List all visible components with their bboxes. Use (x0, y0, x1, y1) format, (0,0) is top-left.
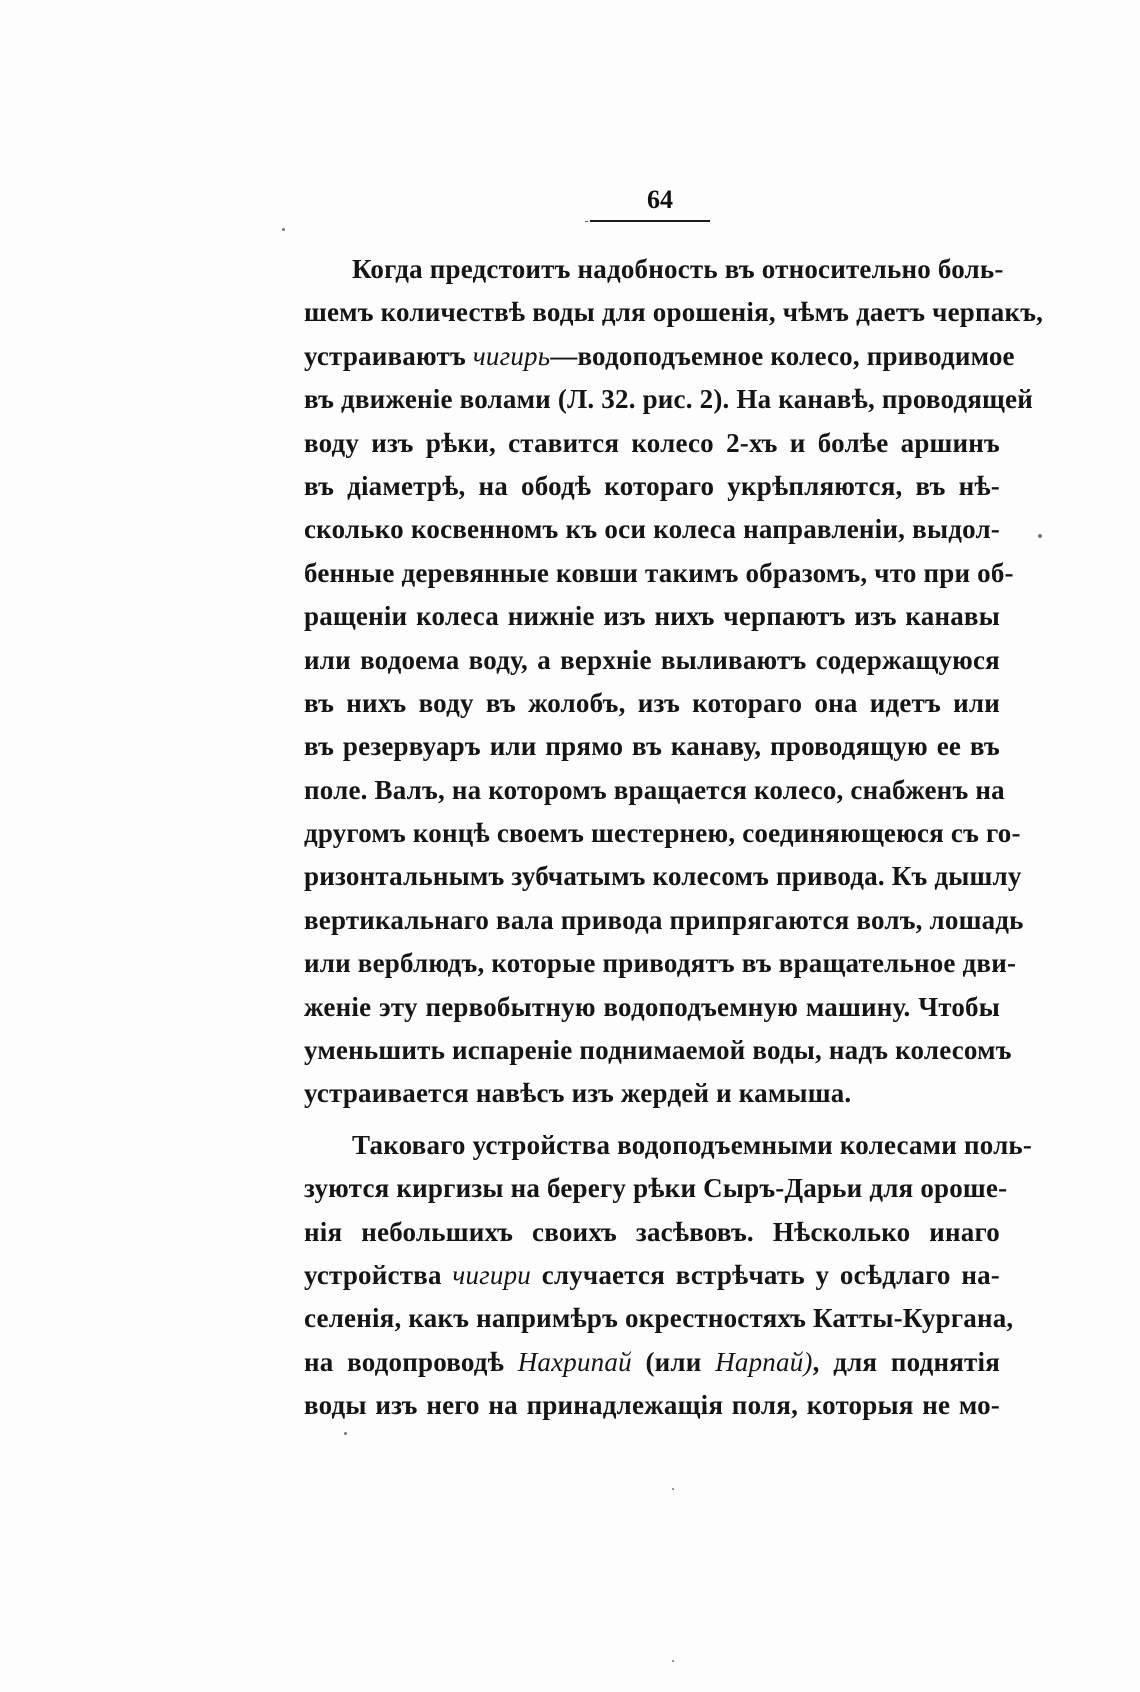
italic-term: чигирь (472, 340, 551, 371)
scan-speck (672, 1488, 674, 1490)
text-line (304, 1341, 1000, 1384)
text-line: воды изъ него на принадлежащія поля, которыя не мо- (304, 1390, 1000, 1421)
text-line: ращеніи колеса нижніе изъ нихъ черпаютъ изъ канавы (304, 601, 1000, 632)
paragraph (304, 248, 1044, 1116)
scan-speck (1038, 534, 1042, 538)
header-rule (590, 220, 710, 222)
text-line: бенные деревянные ковши такимъ образомъ, что при об- (304, 557, 1014, 588)
page-number: 64 (647, 185, 673, 214)
text-line: въ нихъ воду въ жолобъ, изъ котораго она идетъ или (304, 687, 1000, 718)
body-text (304, 248, 1044, 1428)
text-line (304, 335, 1015, 378)
text-line: воду изъ рѣки, ставится колесо 2-хъ и болѣе аршинъ (304, 427, 1000, 458)
scan-speck (282, 228, 285, 231)
paragraph (304, 1124, 1033, 1428)
italic-term: чигири (452, 1259, 531, 1290)
paragraph-gap (304, 1116, 1000, 1124)
text-line: уменьшить испареніе поднимаемой воды, надъ колесомъ (304, 1035, 1012, 1066)
text-line: вертикальнаго вала привода припрягаются волъ, лошадь (304, 904, 1024, 935)
text-line: въ резервуаръ или прямо въ канаву, проводящую ее въ (304, 731, 1000, 762)
text-line: Когда предстоитъ надобность въ относительно боль- (352, 254, 1004, 284)
text-segment: случается встрѣчать у осѣдлаго на- (530, 1259, 1000, 1290)
text-line: или водоема воду, а верхніе выливаютъ содержащуюся (304, 644, 1000, 675)
text-segment: на водопроводѣ (304, 1346, 518, 1377)
text-segment: , для поднятія (812, 1346, 1000, 1377)
text-line: въ діаметрѣ, на ободѣ котораго укрѣпляются, въ нѣ- (304, 470, 1000, 501)
italic-place-name: Нахрипай (517, 1346, 632, 1377)
text-line: шемъ количествѣ воды для орошенія, чѣмъ даетъ черпакъ, (304, 297, 1044, 328)
text-line: поле. Валъ, на которомъ вращается колесо, снабженъ на (304, 774, 1005, 805)
text-line: селенія, какъ напримѣръ окрестностяхъ Катты-Кургана, (304, 1303, 1014, 1334)
text-line (304, 1254, 1000, 1297)
text-segment: (или (631, 1346, 716, 1377)
text-line: въ движеніе волами (Л. 32. рис. 2). На канавѣ, проводящей (304, 384, 1033, 415)
text-line: женіе эту первобытную водоподъемную машину. Чтобы (304, 991, 1000, 1022)
text-line: устраивается навѣсъ изъ жердей и камыша. (304, 1078, 852, 1109)
italic-place-name: Нарпай) (715, 1346, 813, 1377)
text-line: или верблюдъ, которые приводятъ въ вращательное дви- (304, 948, 1017, 979)
text-line: Таковаго устройства водоподъемными колесами поль- (352, 1129, 1033, 1160)
text-line: другомъ концѣ своемъ шестернею, соединяющеюся съ го- (304, 818, 1021, 849)
text-line: нія небольшихъ своихъ засѣвовъ. Нѣсколько инаго (304, 1216, 1000, 1247)
scan-speck (344, 1432, 347, 1435)
text-segment: —водоподъемное колесо, приводимое (550, 340, 1015, 371)
text-segment: устраиваютъ (304, 340, 473, 371)
scan-speck (672, 1660, 674, 1662)
text-line: зуются киргизы на берегу рѣки Сыръ-Дарьи для ороше- (304, 1173, 1008, 1204)
text-line: сколько косвенномъ къ оси колеса направленіи, выдол- (304, 514, 1000, 545)
text-line: ризонтальнымъ зубчатымъ колесомъ привода. Къ дышлу (304, 861, 1022, 892)
text-segment: устройства (304, 1259, 453, 1290)
